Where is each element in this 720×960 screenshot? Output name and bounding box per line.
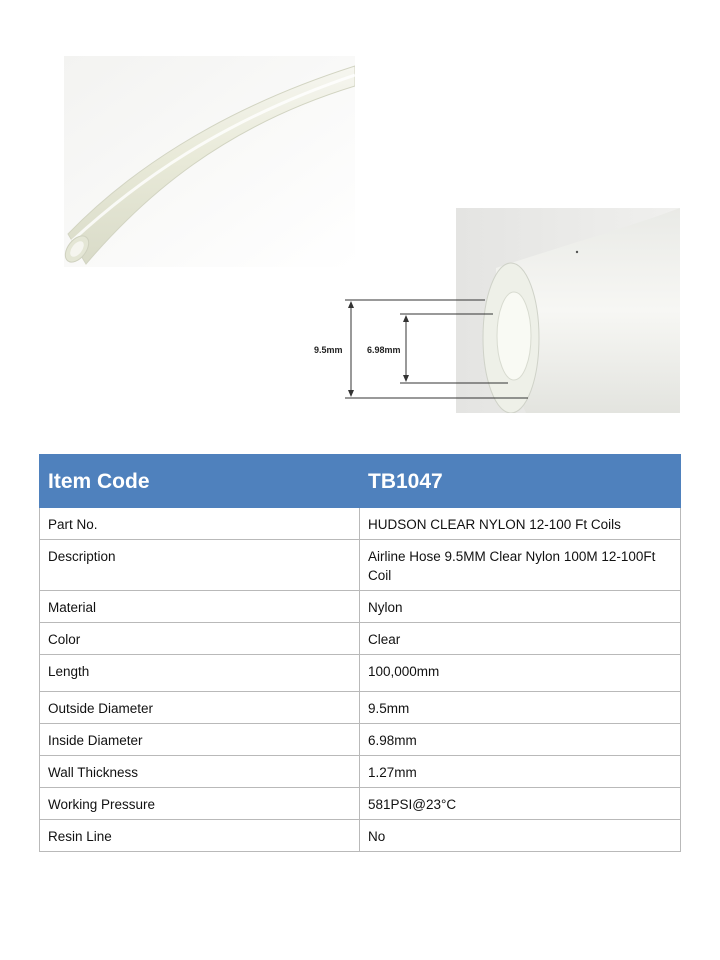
outer-diameter-label: 9.5mm — [314, 345, 343, 355]
spec-label: Inside Diameter — [40, 724, 360, 756]
spec-value: Airline Hose 9.5MM Clear Nylon 100M 12-100Ft Coil — [360, 540, 681, 591]
nylon-tube-photo — [64, 56, 355, 267]
table-row — [40, 724, 681, 756]
table-row — [40, 623, 681, 655]
spec-label: Color — [40, 623, 360, 655]
table-row — [40, 508, 681, 540]
spec-table — [39, 454, 681, 852]
spec-value: HUDSON CLEAR NYLON 12-100 Ft Coils — [360, 508, 681, 540]
item-code-label: Item Code — [40, 455, 360, 508]
dimension-diagram — [300, 290, 540, 410]
item-code-value: TB1047 — [360, 455, 681, 508]
table-header-row — [40, 455, 681, 508]
spec-label: Wall Thickness — [40, 756, 360, 788]
table-row — [40, 540, 681, 591]
spec-value: 100,000mm — [360, 655, 681, 692]
table-row — [40, 655, 681, 692]
spec-value: 6.98mm — [360, 724, 681, 756]
spec-label: Description — [40, 540, 360, 591]
spec-value: 9.5mm — [360, 692, 681, 724]
spec-label: Resin Line — [40, 820, 360, 852]
table-row — [40, 788, 681, 820]
spec-value: 581PSI@23°C — [360, 788, 681, 820]
spec-label: Material — [40, 591, 360, 623]
spec-value: No — [360, 820, 681, 852]
spec-label: Working Pressure — [40, 788, 360, 820]
table-row — [40, 756, 681, 788]
table-row — [40, 820, 681, 852]
spec-label: Part No. — [40, 508, 360, 540]
spec-value: Clear — [360, 623, 681, 655]
inner-diameter-label: 6.98mm — [367, 345, 401, 355]
spec-label: Length — [40, 655, 360, 692]
table-row — [40, 692, 681, 724]
spec-value: Nylon — [360, 591, 681, 623]
table-row — [40, 591, 681, 623]
spec-label: Outside Diameter — [40, 692, 360, 724]
spec-value: 1.27mm — [360, 756, 681, 788]
